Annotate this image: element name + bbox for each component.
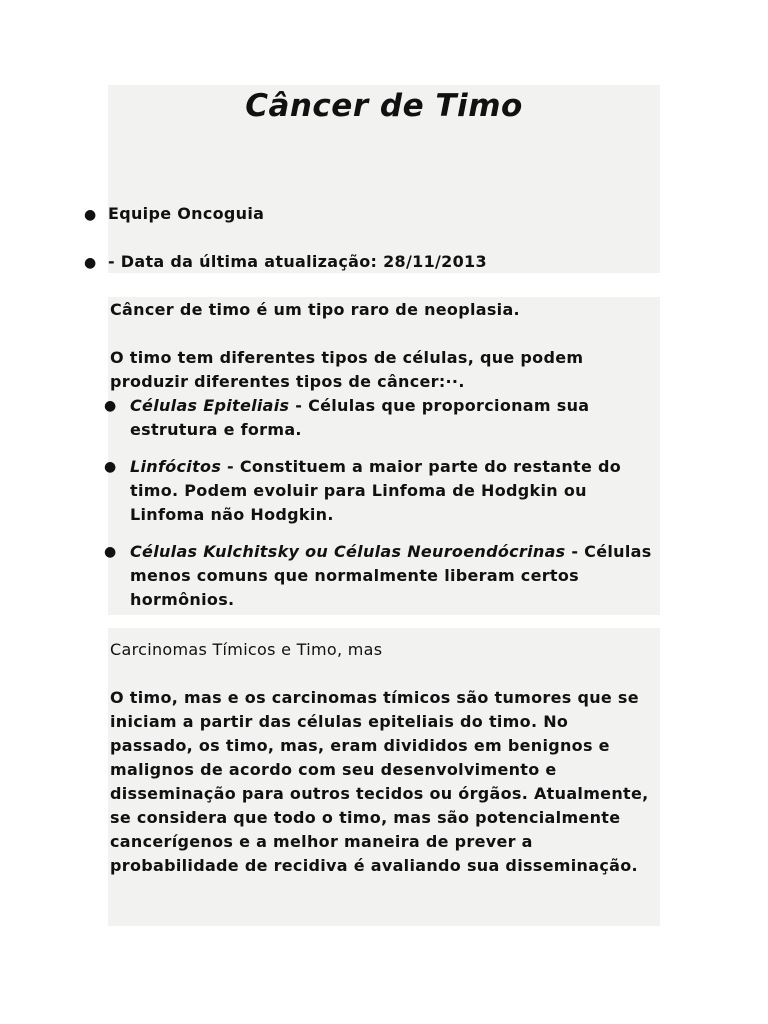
bullet-icon: ● — [104, 544, 117, 560]
intro-paragraph-2: O timo tem diferentes tipos de células, que podem produzir diferentes tipos de câncer:··. — [110, 348, 584, 391]
cell-type-term: Células Kulchitsky ou Células Neuroendócrinas — [130, 542, 566, 561]
bullet-icon: ● — [84, 207, 97, 223]
date-item — [84, 252, 487, 271]
author-item — [84, 204, 264, 223]
section-heading: Carcinomas Tímicos e Timo, mas — [110, 640, 383, 659]
bullet-icon: ● — [84, 255, 97, 271]
intro-paragraph-1: Câncer de timo é um tipo raro de neoplasia. — [110, 300, 520, 319]
cell-type-desc: - Células menos comuns que normalmente liberam certos hormônios. — [130, 542, 652, 609]
list-item — [104, 394, 660, 442]
page-title: Câncer de Timo — [245, 88, 523, 124]
cell-type-desc: - Constituem a maior parte do restante do timo. Podem evoluir para Linfoma de Hodgkin ou Linfoma não Hodgkin. — [130, 457, 622, 524]
cell-type-term: Células Epiteliais — [130, 396, 290, 415]
author-text: Equipe Oncoguia — [108, 204, 265, 223]
cell-type-term: Linfócitos — [130, 457, 222, 476]
date-text: - Data da última atualização: 28/11/2013 — [108, 252, 487, 271]
list-item — [104, 540, 660, 612]
cell-type-desc: - Células que proporcionam sua estrutura e forma. — [130, 396, 590, 439]
section-body: O timo, mas e os carcinomas tímicos são tumores que se iniciam a partir das células epiteliais do timo. No passado, os timo, mas, eram divididos em benignos e malignos de acordo com seu desenvolvimento e disseminação para outros tecidos ou órgãos. Atualmente, se considera que todo o timo, mas são potencialmente cancerígenos e a melhor maneira de prever a probabilidade de recidiva é avaliando sua disseminação. — [110, 688, 649, 875]
bullet-icon: ● — [104, 459, 117, 475]
list-item — [104, 455, 660, 527]
cell-types-list — [104, 394, 660, 625]
bullet-icon: ● — [104, 398, 117, 414]
